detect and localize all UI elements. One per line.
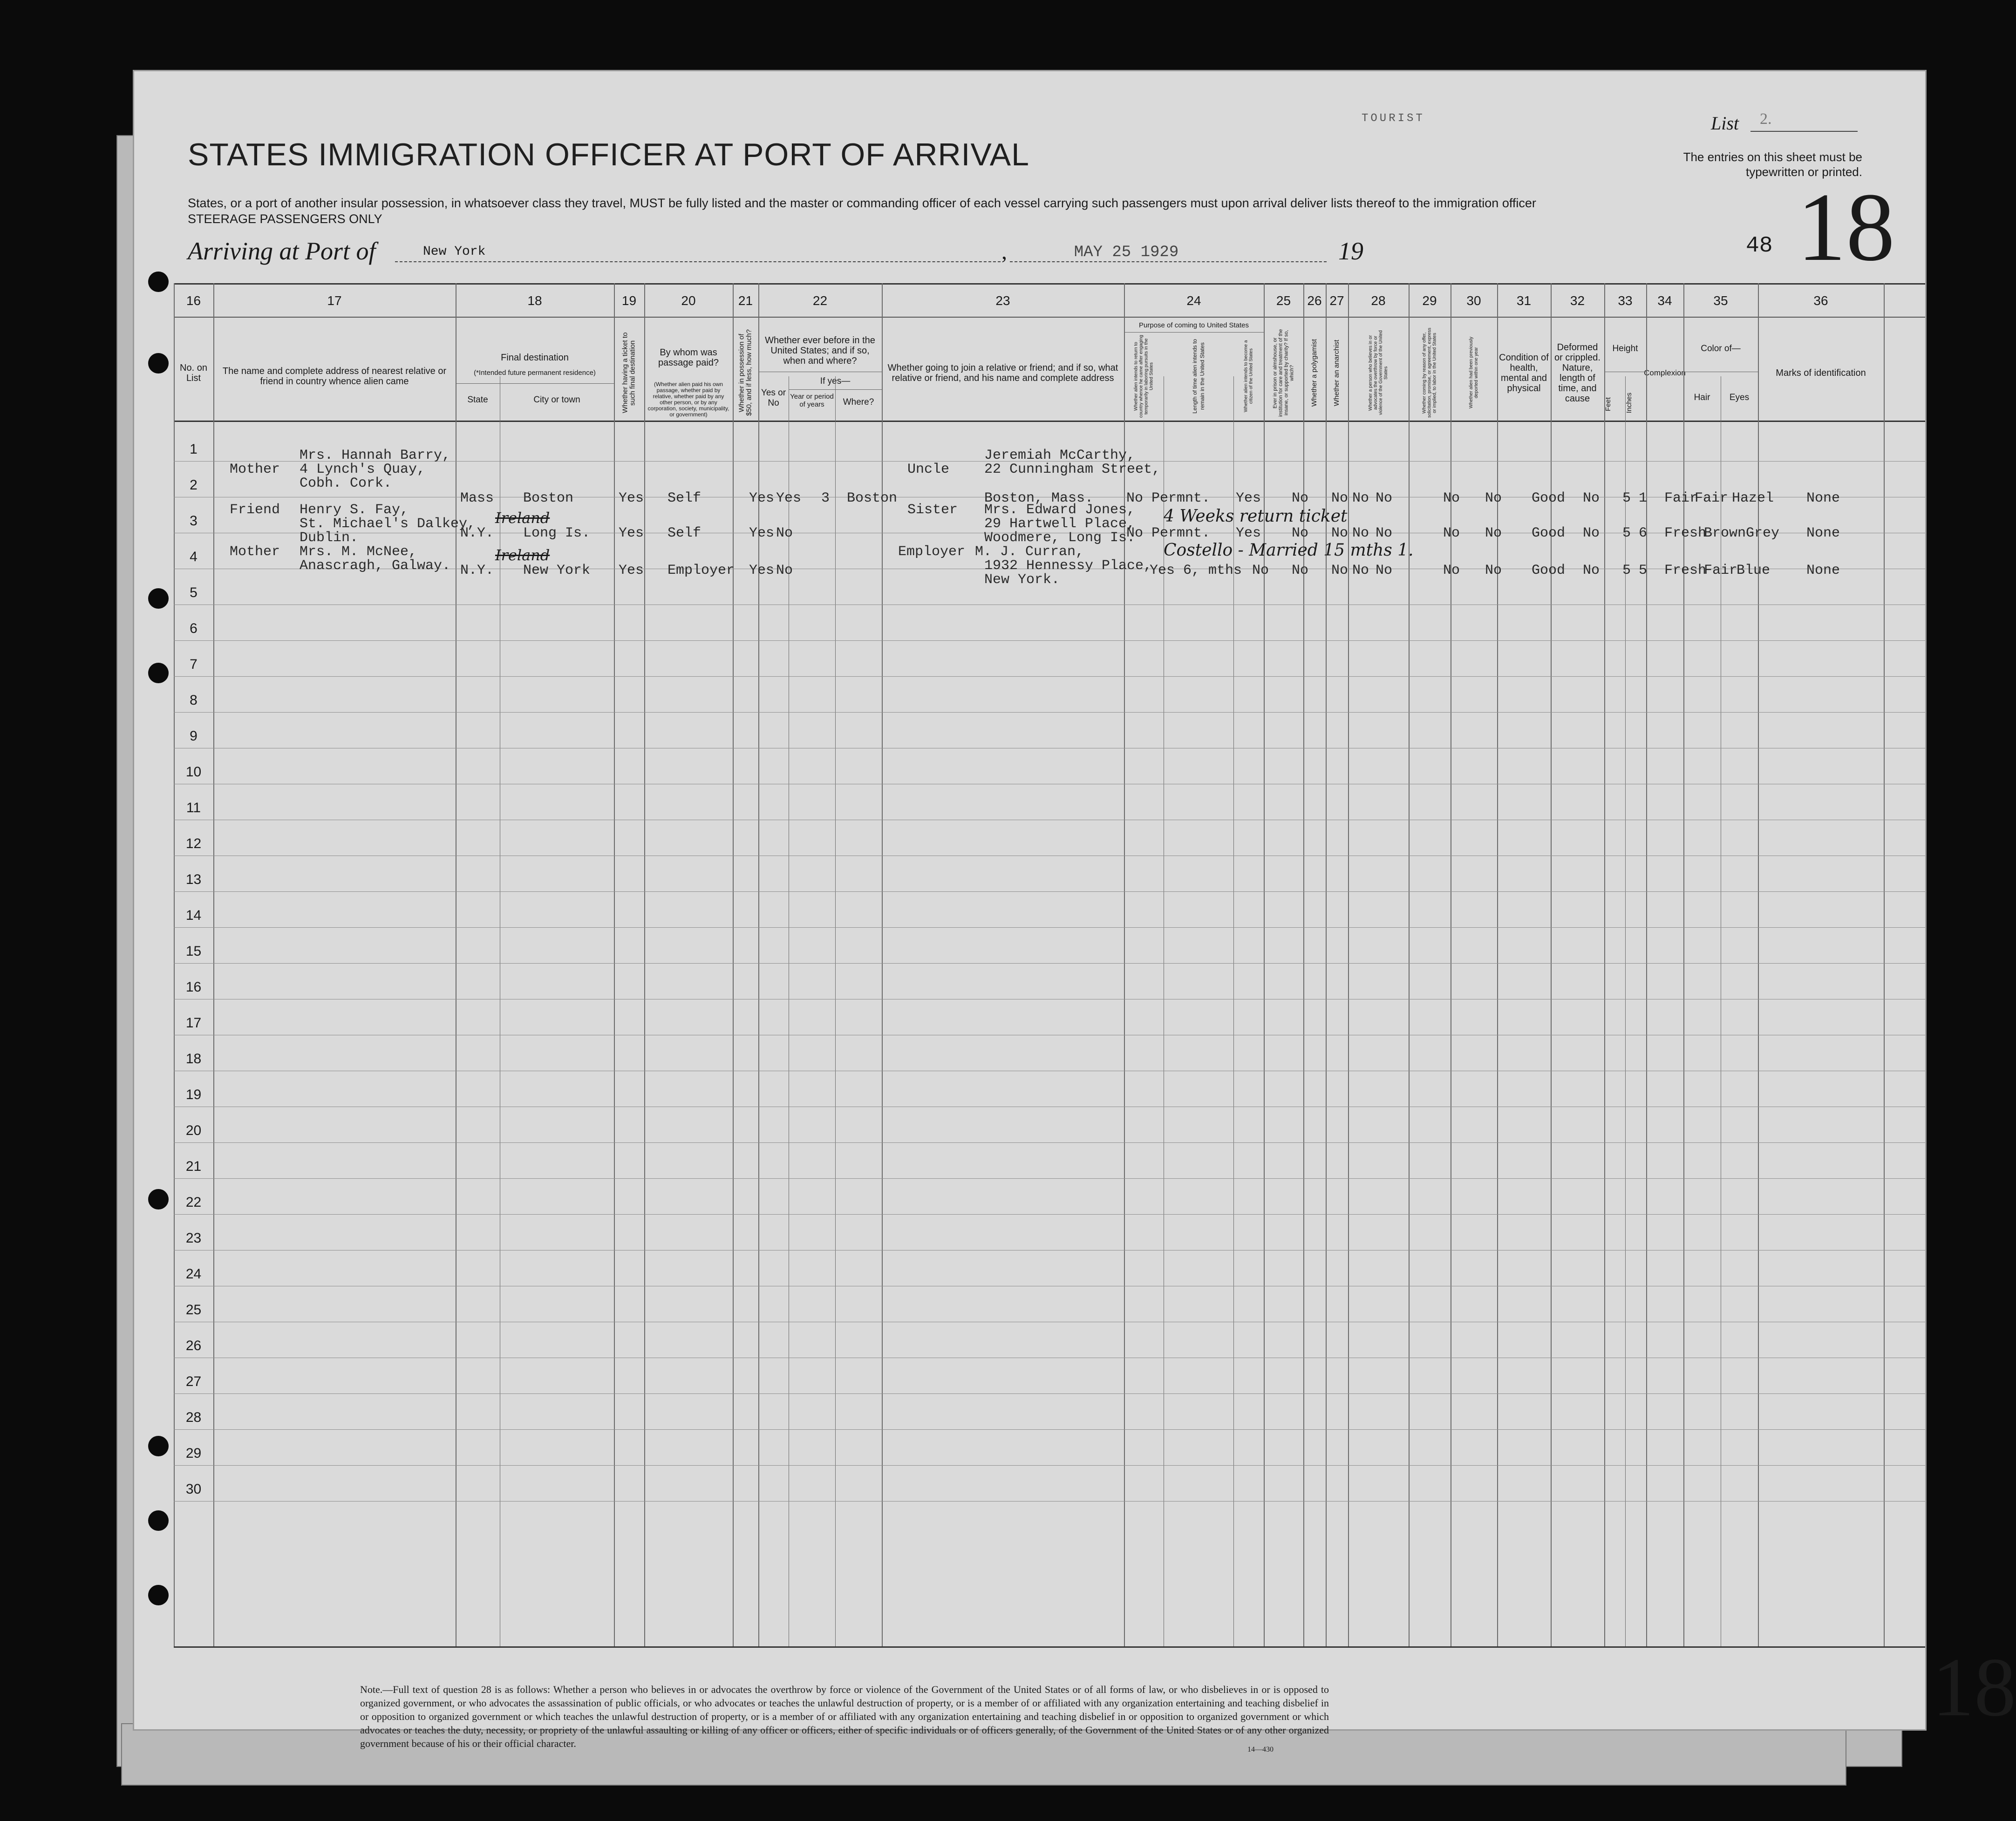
row-number: 25 (185, 1302, 202, 1318)
entry-2-c29: No (1443, 525, 1460, 541)
header-final-destination-note: (*Intended future permanent residence) (474, 368, 596, 377)
entry-3-eyes: Blue (1737, 563, 1771, 578)
column-number: 24 (1186, 293, 1201, 308)
date-underline (1010, 261, 1327, 262)
column-rule (1124, 283, 1125, 1646)
entry-1-city: Boston (523, 490, 574, 506)
row-number: 8 (190, 693, 198, 708)
column-number: 17 (327, 293, 342, 308)
entry-2-join-addr2: Woodmere, Long Is. (984, 530, 1136, 546)
punch-hole (148, 1585, 169, 1605)
header-color-of: Color of— (1701, 344, 1741, 353)
header-if-yes: If yes— (820, 376, 851, 386)
entry-2-deformed: No (1583, 525, 1600, 541)
header-purpose-citizen: Whether alien intends to become a citizen of the United States (1243, 340, 1254, 413)
punch-hole (148, 663, 169, 683)
entry-3-paid-by: Employer (667, 563, 735, 578)
header-overthrow: Whether a person who believes in or advocates the overthrow by force or violence of the Government of the United States (1368, 330, 1389, 415)
entry-3-marks: None (1806, 563, 1840, 578)
column-rule (1326, 283, 1327, 1646)
row-rule (174, 963, 1925, 964)
column-rule (1409, 283, 1410, 1646)
entry-2-paid-by: Self (667, 525, 702, 541)
entry-2-money: Yes (749, 525, 775, 541)
column-number: 21 (738, 293, 753, 308)
header-anarchist: Whether an anarchist (1333, 340, 1341, 406)
row-number: 23 (185, 1230, 202, 1246)
table-bottom-border (174, 1646, 1925, 1648)
column-rule (614, 283, 615, 1646)
entry-1-join-addr2: Boston, Mass. (984, 490, 1094, 506)
column-rule (1683, 283, 1684, 1646)
entry-1-join-addr1: 22 Cunningham Street, (984, 462, 1161, 477)
row-number: 6 (190, 621, 198, 636)
header-purpose-return: Whether alien intends to return to country whence he came after engaging temporarily in laboring pursuits in the United States (1133, 335, 1154, 418)
entry-3-c28: No (1376, 563, 1393, 578)
sheet-number-bottom: 18 (1932, 1641, 2016, 1733)
entry-1-hair: Fair (1695, 490, 1729, 506)
row-number: 22 (185, 1195, 202, 1210)
row-rule (174, 1214, 1925, 1215)
entry-1-inches: 1 (1639, 490, 1648, 506)
column-number: 19 (621, 293, 637, 308)
entry-1-join-relation: Uncle (907, 462, 950, 477)
column-number: 26 (1307, 293, 1322, 308)
entry-1-paid-by: Self (667, 490, 702, 506)
header-where: Where? (843, 397, 874, 407)
header-no-on-list: No. on List (180, 362, 207, 383)
entry-2-eyes: Grey (1746, 525, 1780, 541)
header-passage-paid: By whom was passage paid? (658, 347, 719, 368)
row-rule (174, 1501, 1925, 1502)
port-value: New York (423, 245, 486, 259)
entry-3-name: Mrs. M. McNee, (300, 544, 417, 560)
column-number: 34 (1657, 293, 1672, 308)
entry-2-c25: No (1292, 525, 1309, 541)
row-rule (174, 1178, 1925, 1179)
table-header-border (174, 421, 1925, 422)
entry-1-before-us: Yes (776, 490, 802, 506)
entry-3-c30: No (1485, 563, 1502, 578)
entry-1-citizen: Yes (1236, 490, 1261, 506)
entry-1-c30: No (1485, 490, 1502, 506)
header-inches: Inches (1625, 393, 1633, 414)
entry-2-join-relation: Sister (907, 502, 958, 518)
entry-3-citizen: No (1252, 563, 1269, 578)
column-rule (882, 283, 883, 1646)
column-number: 30 (1466, 293, 1481, 308)
header-period: Year or period of years (790, 393, 834, 408)
header-purpose-length: Length of time alien intends to remain in the United States (1192, 339, 1206, 414)
entry-1-marks: None (1806, 490, 1840, 506)
header-polygamist: Whether a polygamist (1310, 339, 1318, 407)
entry-1-deformed: No (1583, 490, 1600, 506)
row-number: 3 (190, 513, 198, 529)
column-rule (1758, 283, 1759, 1646)
entry-3-feet: 5 (1622, 563, 1631, 578)
list-underline (1750, 131, 1858, 132)
header-eyes: Eyes (1729, 393, 1750, 402)
punch-hole (148, 1436, 169, 1456)
entry-1-address2: Cobh. Cork. (300, 476, 392, 491)
row-number: 2 (190, 477, 198, 493)
entry-1-c25: No (1292, 490, 1309, 506)
year-prefix: 19 (1338, 237, 1363, 265)
list-value: 2. (1760, 110, 1772, 128)
header-feet: Feet (1604, 397, 1612, 412)
entry-2-ticket: Yes (619, 525, 644, 541)
column-rule (213, 283, 214, 1646)
header-passage-note: (Whether alien paid his own passage, whether paid by relative, whether paid by any other person, or by any corporation, society, municipality, or government) (647, 381, 729, 418)
entry-1-name: Mrs. Hannah Barry, (300, 448, 451, 463)
column-rule (1646, 283, 1647, 1646)
entry-3-hair: Fair (1704, 563, 1738, 578)
row-rule (174, 891, 1925, 892)
row-number: 30 (185, 1481, 202, 1497)
column-number: 29 (1422, 293, 1437, 308)
entry-3-join-addr1: 1932 Hennessy Place, (984, 558, 1152, 574)
header-state: State (467, 395, 488, 405)
entry-3-join-relation: Employer (898, 544, 966, 560)
header-join-relative: Whether going to join a relative or friend; and if so, what relative or friend, and his name and complete address (887, 362, 1118, 383)
entry-1-ticket: Yes (619, 490, 644, 506)
row-number: 11 (186, 800, 201, 815)
header-complexion: Complexion (1644, 368, 1686, 377)
column-rule (758, 283, 759, 1646)
entry-2-inches: 6 (1639, 525, 1648, 541)
entry-2-purpose: No Permnt. (1126, 525, 1211, 541)
entry-1-c26: No (1331, 490, 1349, 506)
column-rule (1264, 283, 1265, 1646)
column-rule (733, 283, 734, 1646)
entry-1-where: Boston (847, 490, 898, 506)
row-rule (174, 640, 1925, 641)
row-rule (174, 1142, 1925, 1143)
header-yes-no: Yes or No (761, 388, 786, 408)
footnote: Note.—Full text of question 28 is as follows: Whether a person who believes in or advocates the overthrow by force or violence of the Government of the United States or of all forms of law, or who disbelieves in or is opposed to organized government, or who advocates the assassination of public officials, or who advocates or teaches the unlawful destruction of property, or is a member of or affiliated with any organization entertaining and teaching disbelief in or opposition to organized government or which teaches the unlawful destruction of property, or is a member of or affiliated with any organization entertaining and teaching disbelief in or opposition to organized government or which advocates or teaches the duty, necessity, or propriety of the unlawful assaulting or killing of any officer or officers, either of specific individuals or of officers generally, of the Government of the United States or of any other organized government because of his or their official character. (360, 1684, 1329, 1749)
column-number: 27 (1329, 293, 1344, 308)
entry-2-health: Good (1532, 525, 1566, 541)
header-final-destination: Final destination (501, 353, 569, 363)
row-number: 27 (185, 1374, 202, 1389)
punch-hole (148, 1189, 169, 1209)
entry-1-relation: Mother (230, 462, 280, 477)
entry-1-c27: No (1352, 490, 1369, 506)
entry-1-feet: 5 (1622, 490, 1631, 506)
row-number: 5 (190, 585, 198, 600)
entry-3-deformed: No (1583, 563, 1600, 578)
handwritten-note: 4 Weeks return ticket (1164, 507, 1348, 526)
entry-2-address1: St. Michael's Dalkey, (300, 516, 476, 532)
punch-hole (148, 1510, 169, 1531)
entry-3-city: New York (523, 563, 591, 578)
entry-2-feet: 5 (1622, 525, 1631, 541)
entry-3-c29: No (1443, 563, 1460, 578)
punch-hole (148, 588, 169, 609)
row-number: 13 (185, 872, 202, 887)
entry-3-ticket: Yes (619, 563, 644, 578)
row-number: 12 (185, 836, 202, 851)
entry-2-marks: None (1806, 525, 1840, 541)
entry-3-join-name: M. J. Curran, (975, 544, 1084, 560)
column-rule (1551, 283, 1552, 1646)
entry-2-c28: No (1376, 525, 1393, 541)
entry-2-join-name: Mrs. Edward Jones, (984, 502, 1136, 518)
entry-3-money: Yes (749, 563, 775, 578)
table-number-row-border (174, 317, 1925, 318)
row-rule (174, 1393, 1925, 1394)
entry-1-health: Good (1532, 490, 1566, 506)
header-height: Height (1612, 344, 1638, 353)
entry-3-relation: Mother (230, 544, 280, 560)
column-number: 25 (1276, 293, 1291, 308)
entry-2-city: Long Is. (523, 525, 591, 541)
column-number: 36 (1813, 293, 1828, 308)
entry-1-state: Mass (460, 490, 494, 506)
header-before-in-us: Whether ever before in the United States; and if so, when and where? (765, 335, 875, 366)
entry-2-c26: No (1331, 525, 1349, 541)
entry-3-address1: Anascragh, Galway. (300, 558, 451, 574)
row-rule (174, 1465, 1925, 1466)
subheader-line (1124, 332, 1264, 333)
handwritten-note: Costello - Married 15 mths 1. (1164, 541, 1414, 560)
column-rule (1604, 283, 1605, 1646)
row-number: 4 (190, 549, 198, 564)
manifest-table (174, 283, 1925, 1652)
entry-2-name: Henry S. Fay, (300, 502, 409, 518)
column-number: 31 (1516, 293, 1532, 308)
entry-1-eyes: Hazel (1732, 490, 1774, 506)
row-number: 19 (185, 1087, 202, 1102)
row-rule (174, 1429, 1925, 1430)
entry-1-c28: No (1376, 490, 1393, 506)
header-health: Condition of health, mental and physical (1499, 352, 1549, 394)
row-number: 29 (185, 1446, 202, 1461)
row-number: 16 (185, 979, 202, 995)
entry-2-before-us: No (776, 525, 793, 541)
header-deformed: Deformed or crippled. Nature, length of time, and cause (1554, 342, 1601, 404)
row-number: 26 (185, 1338, 202, 1353)
arriving-label: Arriving at Port of (188, 237, 376, 265)
entry-2-address2: Dublin. (300, 530, 359, 546)
entry-3-join-addr2: New York. (984, 572, 1060, 588)
column-number: 23 (995, 293, 1010, 308)
column-rule (1348, 283, 1349, 1646)
column-rule (1884, 283, 1885, 1646)
row-rule (174, 927, 1925, 928)
entry-1-join-name: Jeremiah McCarthy, (984, 448, 1136, 463)
entry-3-c26: No (1331, 563, 1349, 578)
entry-3-state: N.Y. (460, 563, 494, 578)
row-number: 7 (190, 657, 198, 672)
row-number: 10 (185, 764, 202, 780)
entry-3-complexion: Fresh (1664, 563, 1707, 578)
entry-3-inches: 5 (1639, 563, 1648, 578)
row-rule (174, 712, 1925, 713)
row-number: 28 (185, 1410, 202, 1425)
punch-hole (148, 353, 169, 374)
comma: , (1001, 239, 1007, 264)
column-number: 22 (812, 293, 828, 308)
crossed-annotation: Ireland (495, 546, 550, 564)
column-rule (1303, 283, 1304, 1646)
entry-1-purpose: No Permnt. (1126, 490, 1211, 506)
entry-3-c27: No (1352, 563, 1369, 578)
column-rule (644, 283, 645, 1646)
sheet-small-number: 48 (1746, 233, 1773, 258)
entry-2-citizen: Yes (1236, 525, 1261, 541)
column-number: 32 (1570, 293, 1585, 308)
column-number: 28 (1371, 293, 1386, 308)
row-number: 17 (185, 1015, 202, 1031)
form-code: 14—430 (1247, 1746, 1274, 1753)
table-top-border (174, 283, 1925, 285)
subtitle: States, or a port of another insular possession, in whatsoever class they travel, MUST be fully listed and the master or commanding officer of each vessel carrying such passengers must upon arrival deliver lists thereof to the immigration officer (188, 196, 1536, 210)
crossed-annotation: Ireland (495, 509, 550, 527)
header-city: City or town (533, 395, 580, 405)
row-number: 18 (185, 1051, 202, 1067)
header-nearest-relative: The name and complete address of nearest relative or friend in country whence alien came (222, 366, 447, 387)
list-label: List (1711, 113, 1739, 134)
entry-2-join-addr1: 29 Hartwell Place, (984, 516, 1136, 532)
steerage-label: STEERAGE PASSENGERS ONLY (188, 212, 382, 226)
entry-3-purpose: Yes 6, mths (1150, 563, 1242, 578)
header-hair: Hair (1694, 393, 1710, 402)
header-money: Whether in possession of $50, and if less, how much? (737, 329, 753, 416)
subheader-line (456, 383, 614, 384)
entry-2-relation: Friend (230, 502, 280, 518)
column-number: 33 (1618, 293, 1633, 308)
entry-2-c30: No (1485, 525, 1502, 541)
entry-3-health: Good (1532, 563, 1566, 578)
entry-1-money: Yes (749, 490, 775, 506)
column-rule (835, 376, 836, 1646)
entry-1-complexion: Fair (1664, 490, 1698, 506)
entry-2-c27: No (1352, 525, 1369, 541)
row-number: 21 (185, 1159, 202, 1174)
header-deported: Whether alien had been previously deported within one year (1469, 337, 1479, 409)
column-number: 16 (186, 293, 201, 308)
row-number: 24 (185, 1266, 202, 1282)
entry-1-years: 3 (821, 490, 830, 506)
row-number: 1 (190, 442, 198, 457)
row-number: 20 (185, 1123, 202, 1138)
column-rule (1497, 283, 1498, 1646)
page-title: STATES IMMIGRATION OFFICER AT PORT OF ARRIVAL (188, 137, 1029, 172)
punch-hole (148, 272, 169, 292)
header-purpose: Purpose of coming to United States (1139, 321, 1249, 329)
header-prison: Ever in prison or almshouse, or institution for care and treatment of the insane, or supported by charity? If so, which? (1272, 329, 1295, 417)
manifest-page (133, 70, 2016, 1753)
entry-2-hair: Brown (1704, 525, 1746, 541)
row-number: 14 (185, 908, 202, 923)
entry-3-before-us: No (776, 563, 793, 578)
column-number: 18 (527, 293, 542, 308)
header-marks: Marks of identification (1776, 367, 1866, 378)
row-rule (174, 676, 1925, 677)
entry-1-address1: 4 Lynch's Quay, (300, 462, 426, 477)
tourist-stamp: TOURIST (1362, 112, 1425, 125)
header-ticket: Whether having a ticket to such final destination (621, 332, 637, 414)
entry-2-complexion: Fresh (1664, 525, 1707, 541)
header-labor-offer: Whether coming by reason of any offer, solicitation, promise, or agreement, express or implied, to labor in the United States (1422, 327, 1437, 418)
column-number: 35 (1713, 293, 1728, 308)
instructions: The entries on this sheet must be typewritten or printed. (1683, 150, 1862, 179)
entry-2-state: N.Y. (460, 525, 494, 541)
row-number: 15 (185, 944, 202, 959)
column-number: 20 (681, 293, 696, 308)
entry-1-c29: No (1443, 490, 1460, 506)
port-underline (395, 261, 1001, 262)
sheet-number: 18 (1797, 173, 1895, 281)
arrival-date-stamp: MAY 25 1929 (1074, 244, 1179, 261)
row-number: 9 (190, 728, 198, 744)
entry-3-c25: No (1292, 563, 1309, 578)
